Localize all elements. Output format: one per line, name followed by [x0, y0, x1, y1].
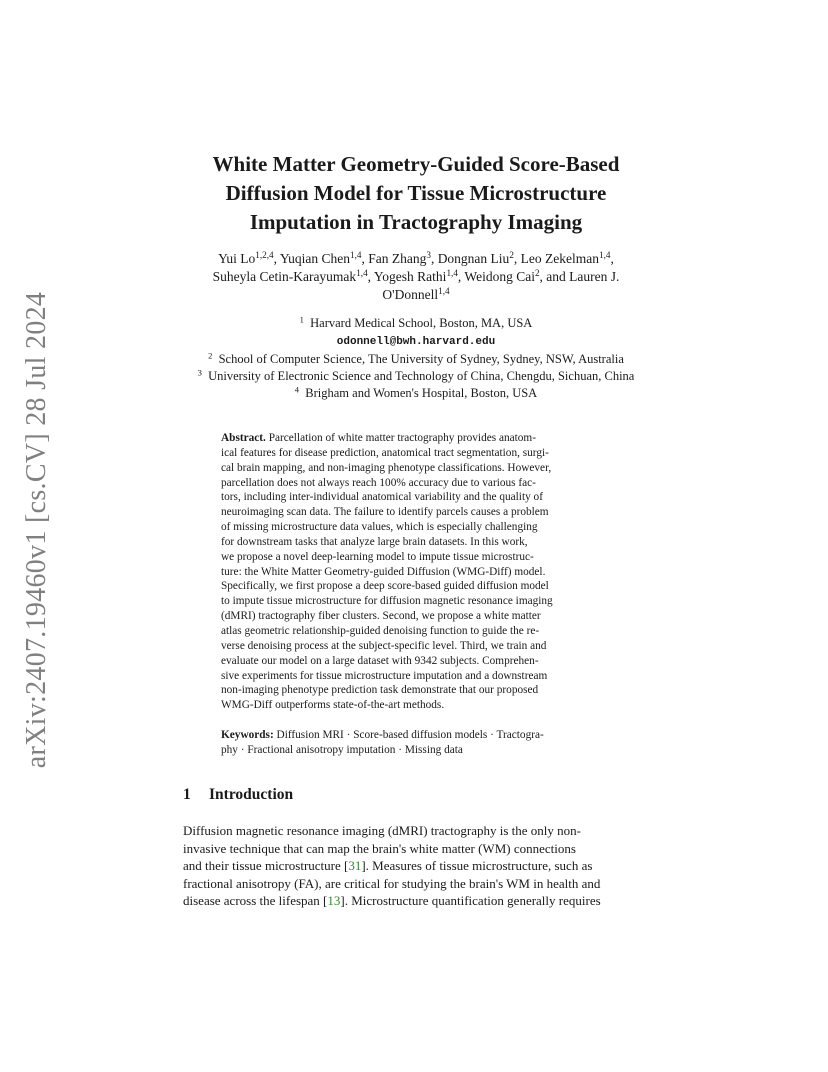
text-segment: disease across the lifespan [: [183, 893, 328, 909]
affiliation: [150, 315, 682, 332]
paragraph-line: [183, 857, 651, 875]
author-separator: ,: [457, 269, 465, 284]
arxiv-identifier: arXiv:2407.19460v1 [cs.CV] 28 Jul 2024: [21, 291, 52, 769]
abstract-line: WMG-Diff outperforms state-of-the-art methods.: [221, 699, 445, 712]
author-affiliation-mark: 2: [509, 249, 514, 260]
affiliation-text: Harvard Medical School, Boston, MA, USA: [310, 316, 533, 330]
affiliation-text: University of Electronic Science and Technology of China, Chengdu, Sichuan, China: [208, 369, 635, 383]
abstract-line: cal brain mapping, and non-imaging phenotype classifications. However,: [221, 461, 552, 474]
author-line: [160, 286, 672, 304]
affiliation-text: School of Computer Science, The University of Sydney, Sydney, NSW, Australia: [218, 352, 624, 366]
title-line: White Matter Geometry-Guided Score-Based: [212, 152, 620, 176]
text-segment: Diffusion magnetic resonance imaging (dMRI) tractography is the only non-: [183, 823, 581, 838]
author-affiliation-mark: 1,4: [356, 267, 368, 278]
keywords-first-line: [221, 728, 611, 743]
author-list: [160, 250, 672, 304]
author-affiliation-mark: 1,4: [350, 249, 362, 260]
author-name: Fan Zhang: [368, 251, 427, 266]
text-segment: ]. Microstructure quantification generally requires: [340, 893, 601, 909]
author-name: Leo Zekelman: [520, 251, 599, 266]
author-name: Dongnan Liu: [437, 251, 510, 266]
keywords: [221, 728, 611, 758]
abstract-label: Abstract.: [221, 432, 266, 444]
author-affiliation-mark: 2: [534, 267, 540, 278]
author-separator: ,: [273, 251, 280, 266]
abstract-line: sive experiments for tissue microstructure imputation and a downstream: [221, 669, 548, 682]
section-number: 1: [183, 786, 191, 803]
text-segment: invasive technique that can map the brain's white matter (WM) connections: [183, 840, 576, 856]
text-segment: ]. Measures of tissue microstructure, such as: [361, 858, 593, 874]
contact-email: [150, 332, 682, 351]
citation-link[interactable]: 13: [327, 893, 341, 909]
author-separator: ,: [361, 251, 369, 266]
keywords-second-line: phy · Fractional anisotropy imputation · Missing data: [221, 744, 463, 756]
abstract-line: for downstream tasks that analyze large brain datasets. In this work,: [221, 535, 528, 548]
abstract-line: we propose a novel deep-learning model to impute tissue microstruc-: [221, 550, 534, 563]
title-line: Imputation in Tractography Imaging: [249, 210, 583, 234]
author-name: Yui Lo: [218, 251, 256, 266]
introduction-text: [183, 822, 651, 910]
author-affiliation-mark: 1,4: [438, 285, 450, 296]
section-heading: [183, 786, 293, 804]
paragraph-line: [183, 822, 651, 840]
affiliation-number: 3: [197, 367, 202, 378]
abstract-line: to impute tissue microstructure for diffusion magnetic resonance imaging: [221, 595, 553, 608]
abstract-line: of missing microstructure data values, which is especially challenging: [221, 521, 538, 534]
affiliation: [150, 368, 682, 385]
author-name: Yuqian Chen: [279, 251, 350, 266]
author-separator: ,: [367, 269, 374, 284]
abstract-line: ical features for disease prediction, anatomical tract segmentation, surgi-: [221, 446, 549, 459]
author-separator: , and Lauren J.: [539, 269, 620, 284]
author-name: Weidong Cai: [464, 269, 535, 284]
affiliations: [150, 315, 682, 402]
section-title: Introduction: [209, 786, 294, 803]
author-separator: ,: [610, 251, 614, 266]
abstract-line: Specifically, we first propose a deep score-based guided diffusion model: [221, 580, 549, 593]
abstract-line: parcellation does not always reach 100% accuracy due to various fac-: [221, 476, 536, 489]
abstract-text: Parcellation of white matter tractography provides anatom-: [268, 432, 536, 444]
abstract-line: neuroimaging scan data. The failure to identify parcels causes a problem: [221, 506, 549, 519]
author-name: Yogesh Rathi: [373, 269, 447, 284]
affiliation: [150, 351, 682, 368]
paragraph-line: [183, 892, 651, 910]
affiliation-number: 4: [294, 384, 300, 395]
author-separator: ,: [430, 251, 438, 266]
author-line: [160, 268, 672, 286]
author-separator: ,: [513, 251, 521, 266]
author-name: O'Donnell: [382, 287, 439, 302]
abstract-line: atlas geometric relationship-guided denoising function to guide the re-: [221, 624, 540, 637]
author-affiliation-mark: 1,4: [446, 267, 458, 278]
affiliation: [150, 385, 682, 402]
author-name: Suheyla Cetin-Karayumak: [212, 269, 357, 284]
title-line: Diffusion Model for Tissue Microstructure: [225, 181, 607, 205]
paragraph-line: [183, 840, 651, 858]
text-segment: fractional anisotropy (FA), are critical for studying the brain's WM in health and: [183, 875, 601, 891]
citation-link[interactable]: 31: [348, 858, 362, 874]
abstract-line: evaluate our model on a large dataset with 9342 subjects. Comprehen-: [221, 654, 539, 667]
author-affiliation-mark: 3: [426, 249, 431, 260]
affiliation-text: Brigham and Women's Hospital, Boston, USA: [305, 386, 538, 400]
abstract-line: ture: the White Matter Geometry-guided Diffusion (WMG-Diff) model.: [221, 565, 546, 578]
author-affiliation-mark: 1,2,4: [255, 249, 274, 260]
abstract-line: non-imaging phenotype prediction task demonstrate that our proposed: [221, 684, 539, 697]
abstract: [221, 431, 611, 713]
paragraph-line: [183, 875, 651, 893]
keywords-label: Keywords:: [221, 729, 274, 741]
abstract-line: (dMRI) tractography fiber clusters. Second, we propose a white matter: [221, 610, 541, 623]
affiliation-number: 2: [208, 350, 213, 361]
email-text[interactable]: odonnell@bwh.harvard.edu: [336, 336, 496, 348]
author-line: [160, 250, 672, 268]
author-affiliation-mark: 1,4: [599, 249, 611, 260]
abstract-line: verse denoising process at the subject-specific level. Third, we train and: [221, 639, 547, 652]
text-segment: and their tissue microstructure [: [183, 858, 349, 874]
abstract-first-line: [221, 431, 611, 446]
affiliation-number: 1: [299, 314, 304, 325]
paper-title: [150, 150, 682, 237]
keywords-text: Diffusion MRI · Score-based diffusion models · Tractogra-: [276, 729, 544, 741]
abstract-line: tors, including inter-individual anatomical variability and the quality of: [221, 491, 543, 504]
